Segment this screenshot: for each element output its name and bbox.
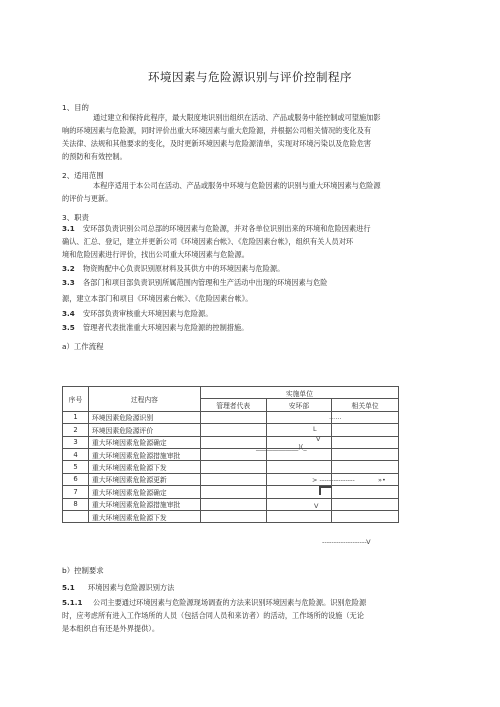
duty-text: 源，建立本部门和项目《环境因素台帐》、《危险因素台帐》。 xyxy=(62,294,253,303)
subsection-number: 5.1 xyxy=(62,583,75,592)
column-header-seq: 序号 xyxy=(63,387,89,412)
duty-item xyxy=(62,222,371,236)
paragraph-line: 公司主要通过环境因素与危险源现场调查的方法来识别环境因素与危险源。识别危险源 xyxy=(93,598,367,607)
duty-number: 3.4 xyxy=(62,309,75,318)
unit-related: 相关单位 xyxy=(332,399,399,411)
row-content: 重大环境因素危险源措施审批 xyxy=(88,448,200,460)
duty-text: 安环部负责识别公司总部的环境因素与危险源，并对各单位识别出来的环境和危险因素进行 xyxy=(83,224,371,233)
duty-item xyxy=(62,321,248,335)
duty-item xyxy=(62,276,327,290)
table-row xyxy=(63,411,399,423)
table-row xyxy=(63,448,399,460)
flow-mark-v: V xyxy=(314,502,319,510)
unit-management-rep: 管理者代表 xyxy=(200,399,266,411)
row-content: 重大环境因素危险源确定 xyxy=(88,486,200,498)
row-seq: 8 xyxy=(63,498,89,510)
row-content: 重大环境因素危险源确定 xyxy=(88,436,200,448)
duty-text: 各部门和项目部负责识别所属范围内管理和生产活动中出现的环境因素与危险 xyxy=(83,278,328,287)
section-1-line: 通过建立和保持此程序，最大限度地识别出组织在活动、产品或服务中能控制或可望施加影 xyxy=(93,113,381,122)
duty-item xyxy=(62,307,212,321)
duty-text: 管理者代表批准重大环境因素与危险源的控制措施。 xyxy=(83,323,249,332)
row-content: 重大环境因素危险源措施审批 xyxy=(88,498,200,510)
section-3-heading: 3、职责 xyxy=(62,213,89,222)
column-header-units: 实施单位 xyxy=(200,387,398,399)
row-seq xyxy=(63,510,89,522)
duty-number: 3.2 xyxy=(62,264,75,273)
section-1-line: 关法律、法规和其他要求的变化，及时更新环境因素与危险源清单，实现对环境污染以及危险危害 xyxy=(62,139,372,148)
duty-item xyxy=(62,262,284,276)
paragraph-line: 时，应考虑所有进入工作场所的人员（包括合同人员和来访者）的活动，工作场所的设施（无论 xyxy=(62,611,364,620)
flow-mark-arrow-right: > --------------- xyxy=(312,476,355,484)
table-row xyxy=(63,424,399,436)
row-seq: 6 xyxy=(63,473,89,485)
row-content: 重大环境因素危险源下发 xyxy=(88,510,200,522)
flow-line-horizontal xyxy=(319,486,332,488)
row-seq: 1 xyxy=(63,411,89,423)
table-row xyxy=(63,436,399,448)
section-2-line: 本程序适用于本公司在活动、产品或服务中环境与危险因素的识别与重大环境因素与危险源 xyxy=(93,181,381,190)
document-title: 环境因素与危险源识别与评价控制程序 xyxy=(148,70,352,84)
row-seq: 2 xyxy=(63,424,89,436)
flow-mark-dots: ...... xyxy=(329,413,342,421)
row-seq: 3 xyxy=(63,436,89,448)
duty-text: 安环部负责审核重大环境因素与危险源。 xyxy=(83,309,213,318)
row-content: 环境因素危险源评价 xyxy=(88,424,200,436)
table-row xyxy=(63,510,399,522)
control-heading: b）控制要求 xyxy=(62,566,104,575)
workflow-table xyxy=(62,386,399,523)
section-1-line: 响的环境因素与危险源，同时评价出重大环境因素与重大危险源，并根据公司相关情况的变化及有 xyxy=(62,126,372,135)
section-2-line: 的评价与更新。 xyxy=(62,194,113,203)
row-content: 环境因素危险源识别 xyxy=(88,411,200,423)
row-content: 重大环境因素危险源下发 xyxy=(88,461,200,473)
row-seq: 4 xyxy=(63,448,89,460)
unit-safety-env-dept: 安环部 xyxy=(266,399,332,411)
subsection-title: 环境因素与危险源识别方法 xyxy=(88,583,175,592)
duty-text: 确认、汇总、登记，建立并更新公司《环境因素台帐》、《危险因素台帐》，组织有关人员对环 xyxy=(62,237,354,246)
duty-text: 物资购配中心负责识别原材料及其供方中的环境因素与危险源。 xyxy=(83,264,285,273)
row-content: 重大环境因素危险源更新 xyxy=(88,473,200,485)
control-paragraph xyxy=(62,596,366,610)
paragraph-line: 是本组织自有还是外界提供）。 xyxy=(62,624,160,633)
flow-mark-arrow-down: -------------------V xyxy=(322,538,371,546)
duty-number: 3.3 xyxy=(62,278,75,287)
paragraph-number: 5.1.1 xyxy=(62,598,83,607)
table-row xyxy=(63,498,399,510)
subsection-5-1 xyxy=(62,581,174,595)
section-2-heading: 2、适用范围 xyxy=(62,171,104,180)
flow-mark-l: L xyxy=(313,425,317,433)
flow-mark-symbol: »• xyxy=(378,476,386,484)
duty-number: 3.1 xyxy=(62,224,75,233)
flow-line-vertical xyxy=(319,486,321,495)
duty-text: 境和危险因素进行评价，找出公司重大环境因素与危险源。 xyxy=(62,250,249,259)
column-header-process: 过程内容 xyxy=(88,387,200,412)
table-row xyxy=(63,461,399,473)
row-seq: 5 xyxy=(63,461,89,473)
flow-mark-v: V xyxy=(316,435,321,443)
section-1-line: 的预防和有效控制。 xyxy=(62,152,127,161)
row-seq: 7 xyxy=(63,486,89,498)
duty-number: 3.5 xyxy=(62,323,75,332)
table-row xyxy=(63,486,399,498)
section-1-heading: 1、目的 xyxy=(62,103,89,112)
flow-mark-connector: _____________)(_ xyxy=(256,443,307,451)
flow-heading: a）工作流程 xyxy=(62,342,104,351)
